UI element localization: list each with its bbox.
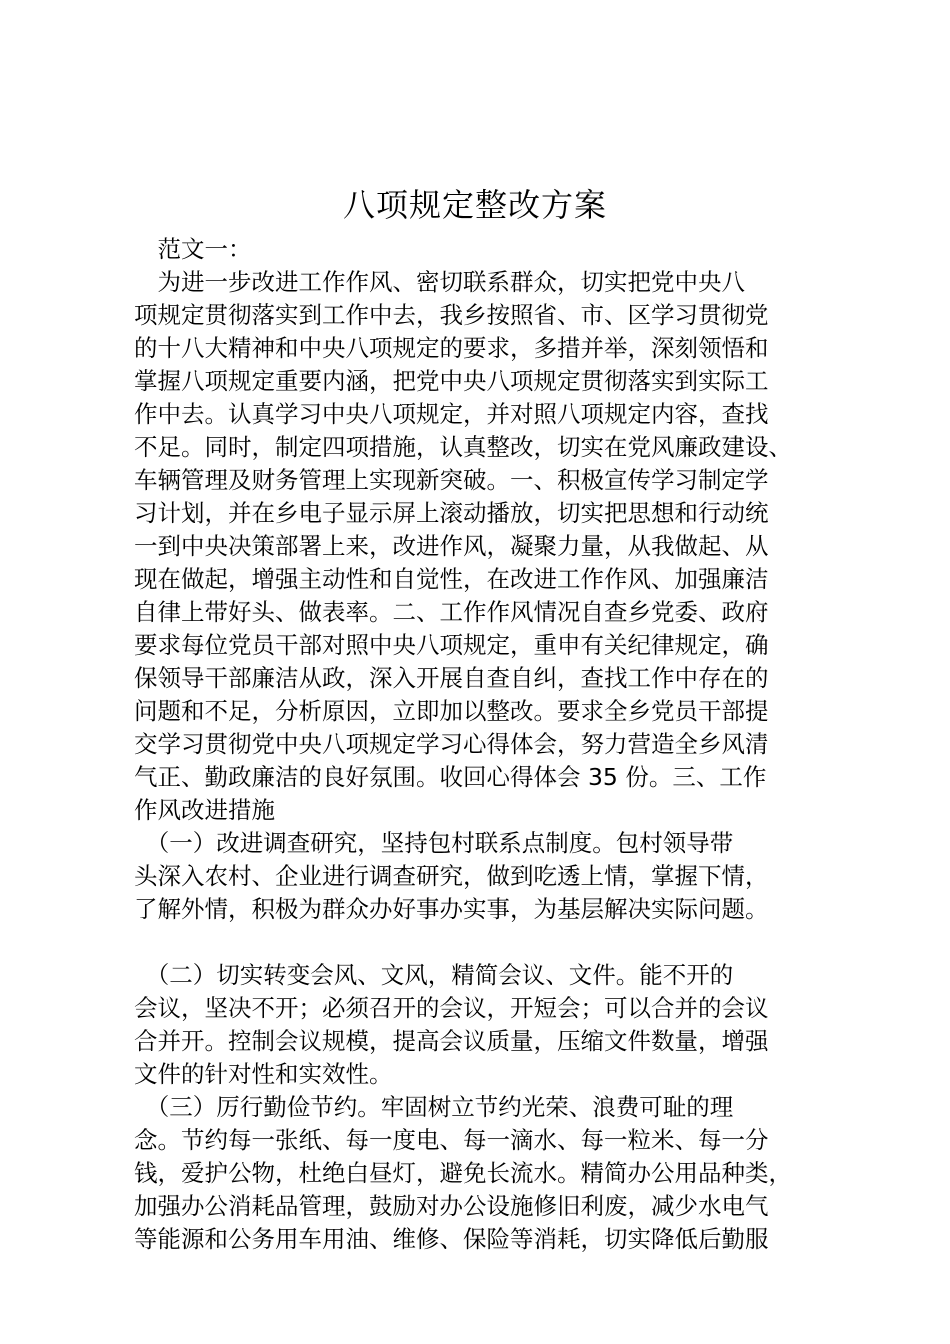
text-line: （三）厉行勤俭节约。牢固树立节约光荣、浪费可耻的理 (134, 1093, 734, 1121)
text-line: 一到中央决策部署上来，改进作风，凝聚力量，从我做起、从 (134, 532, 769, 560)
text-line: 不足。同时，制定四项措施，认真整改，切实在党风廉政建设、 (134, 433, 792, 461)
text-line: 保领导干部廉洁从政，深入开展自查自纠，查找工作中存在的 (134, 664, 769, 692)
text-line: 车辆管理及财务管理上实现新突破。一、积极宣传学习制定学 (134, 466, 769, 494)
text-line: 为进一步改进工作作风、密切联系群众，切实把党中央八 (134, 268, 745, 296)
text-line: 等能源和公务用车用油、维修、保险等消耗，切实降低后勤服 (134, 1225, 769, 1253)
blank-line (134, 926, 834, 959)
document-body (134, 233, 834, 1256)
text-line: 加强办公消耗品管理，鼓励对办公设施修旧利废，减少水电气 (134, 1192, 769, 1220)
text-line: 合并开。控制会议规模，提高会议质量，压缩文件数量，增强 (134, 1027, 769, 1055)
text-line: 现在做起，增强主动性和自觉性，在改进工作作风、加强廉洁 (134, 565, 769, 593)
text-line: 会议，坚决不开；必须召开的会议，开短会；可以合并的会议 (134, 994, 769, 1022)
text-line: 文件的针对性和实效性。 (134, 1060, 393, 1088)
text-line: 交学习贯彻党中央八项规定学习心得体会，努力营造全乡风清 (134, 730, 769, 758)
text-line: 要求每位党员干部对照中央八项规定，重申有关纪律规定，确 (134, 631, 769, 659)
text-line: （二）切实转变会风、文风，精简会议、文件。能不开的 (134, 961, 734, 989)
text-line: 念。节约每一张纸、每一度电、每一滴水、每一粒米、每一分 (134, 1126, 769, 1154)
text-line: 的十八大精神和中央八项规定的要求，多措并举，深刻领悟和 (134, 334, 769, 362)
text-line: 头深入农村、企业进行调查研究，做到吃透上情，掌握下情， (134, 862, 769, 890)
text-line: 钱，爱护公物，杜绝白昼灯，避免长流水。精简办公用品种类， (134, 1159, 792, 1187)
text-line: （一）改进调查研究，坚持包村联系点制度。包村领导带 (134, 829, 734, 857)
text-line: 掌握八项规定重要内涵，把党中央八项规定贯彻落实到实际工 (134, 367, 769, 395)
document-title: 八项规定整改方案 (342, 186, 607, 224)
text-line: 了解外情，积极为群众办好事办实事，为基层解决实际问题。 (134, 895, 769, 923)
text-line: 问题和不足，分析原因，立即加以整改。要求全乡党员干部提 (134, 697, 769, 725)
text-line: 作中去。认真学习中央八项规定，并对照八项规定内容，查找 (134, 400, 769, 428)
text-line: 自律上带好头、做表率。二、工作作风情况自查乡党委、政府 (134, 598, 769, 626)
text-line: 范文一： (134, 235, 252, 263)
text-line: 气正、勤政廉洁的良好氛围。收回心得体会 35 份。三、工作 (134, 763, 767, 791)
text-line: 习计划，并在乡电子显示屏上滚动播放，切实把思想和行动统 (134, 499, 769, 527)
text-line: 作风改进措施 (134, 796, 275, 824)
text-line: 项规定贯彻落实到工作中去，我乡按照省、市、区学习贯彻党 (134, 301, 769, 329)
